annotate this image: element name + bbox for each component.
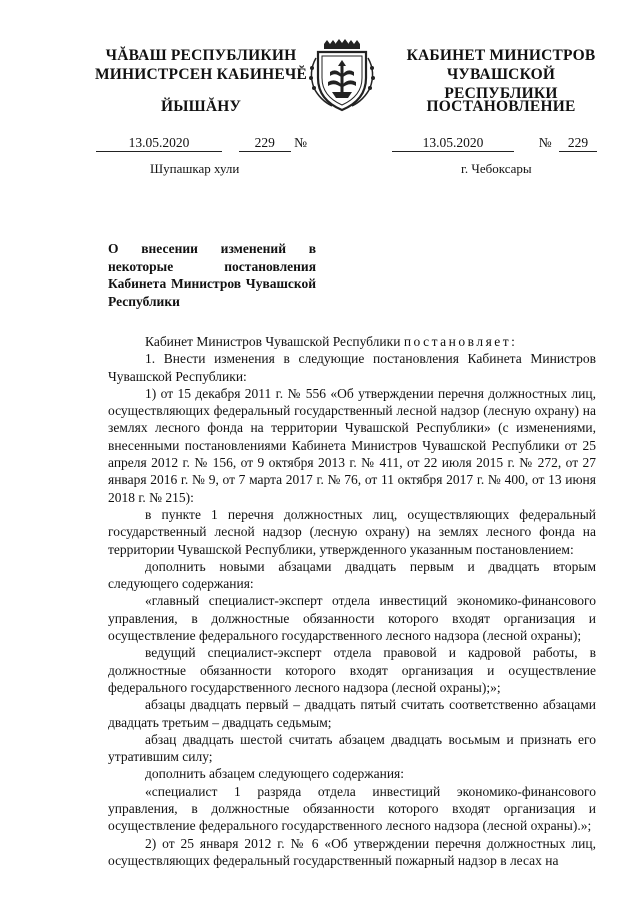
number-sign-left: № [294,135,308,150]
intro-verb: постановляет: [403,334,518,349]
header-left-block [88,46,314,84]
body-paragraph: 1) от 15 декабря 2011 г. № 556 «Об утверждении перечня должностных лиц, осуществляющих федеральный государственный лесной надзор (лесную охрану) на землях лесного фонда на территории Чувашской Республики» (с изменениями, внесенными постановлениями Кабинета Министров Чувашской Республики от 25 апреля 2012 г. № 156, от 9 октября 2013 г. № 411, от 22 июля 2015 г. № 272, от 27 января 2016 г. № 9, от 7 марта 2017 г. № 76, от 11 октября 2017 г. № 400, от 13 июня 2018 г. № 215): [108,385,596,505]
body-paragraph: ведущий специалист-эксперт отдела правовой и кадровой работы, в должностные обязанности которого входят организация и осуществление федерального государственного лесного надзора (лесной охраны);»; [108,645,596,695]
chuvash-emblem-icon [302,38,382,114]
intro-prefix: Кабинет Министров Чувашской Республики [145,334,401,349]
number-sign-right: № [538,135,552,150]
number-right: 229 [559,135,597,152]
body-paragraph: «главный специалист-эксперт отдела инвестиций экономико-финансового управления, в должностные обязанности которого входят организация и осуществление федерального государственного лесного надзора (лесной охраны); [108,593,596,644]
date-line-left [96,135,307,152]
body-paragraph: дополнить новыми абзацами двадцать первым и двадцать вторым следующего содержания: [108,558,596,592]
place-right: г. Чебоксары [461,161,532,176]
document-title: О внесении изменений в некоторые постановления Кабинета Министров Чувашской Республики [108,241,316,309]
body-paragraph: дополнить абзацем следующего содержания: [145,766,405,782]
doc-type-right: ПОСТАНОВЛЕНИЕ [426,98,576,115]
number-left: 229 [239,135,291,152]
header-right-line2: ЧУВАШСКОЙ РЕСПУБЛИКИ [444,66,558,102]
date-line-right [392,135,597,152]
body-paragraph: в пункте 1 перечня должностных лиц, осуществляющих федеральный государственный лесной надзор (лесную охрану) на землях лесного фонда на территории Чувашской Республики, утвержденного указанным постановлением: [108,506,596,557]
body-paragraph: абзац двадцать шестой считать абзацем двадцать восьмым и признать его утратившим силу; [108,731,596,765]
date-left: 13.05.2020 [96,135,222,152]
body-paragraph: абзацы двадцать первый – двадцать пятый считать соответственно абзацами двадцать третьим – двадцать седьмым; [108,697,596,730]
body-paragraph: «специалист 1 разряда отдела инвестиций экономико-финансового управления, в должностные обязанности которого входят организация и осуществление федерального государственного лесного надзора (лесной охраны).»; [108,783,596,834]
doc-type-left: ЙЫШĂНУ [160,98,242,115]
place-left: Шупашкар хули [150,161,240,176]
body-paragraph: 2) от 25 января 2012 г. № 6 «Об утверждении перечня должностных лиц, осуществляющих федеральный государственный пожарный надзор в лесах на [108,835,596,868]
intro-paragraph [108,333,596,350]
header-right-line1: КАБИНЕТ МИНИСТРОВ [406,47,596,64]
header-left-line1: ЧĂВАШ РЕСПУБЛИКИН [105,47,297,64]
header-left-line2: МИНИСТРСЕН КАБИНЕЧĔ [94,66,308,83]
document-body [108,333,596,869]
body-paragraph: 1. Внести изменения в следующие постановления Кабинета Министров Чувашской Республики: [108,351,596,384]
date-right: 13.05.2020 [392,135,514,152]
header-right-block [392,46,610,103]
